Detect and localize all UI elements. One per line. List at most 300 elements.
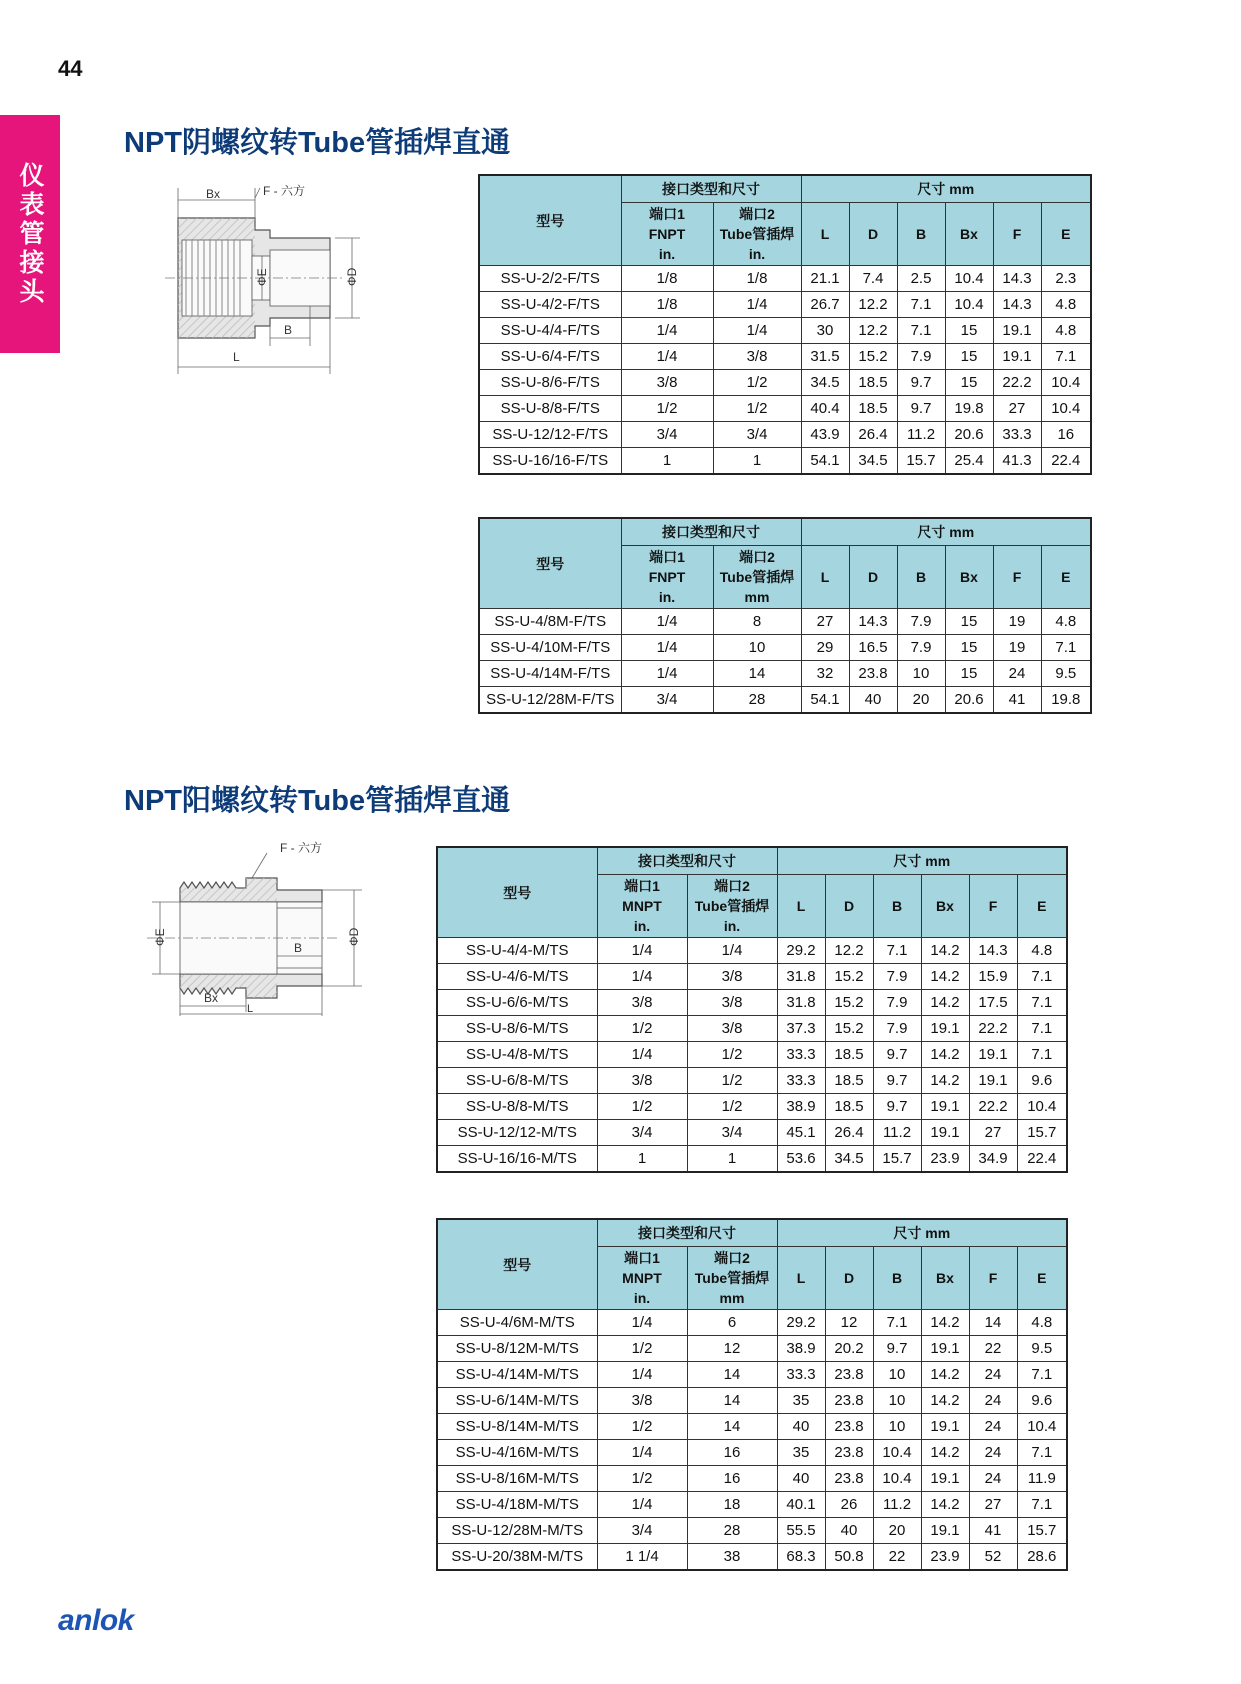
value-cell: 2.5 [897, 266, 945, 292]
header-dim-bx: Bx [945, 546, 993, 609]
value-cell: 10.4 [1041, 370, 1091, 396]
value-cell: 11.2 [873, 1120, 921, 1146]
value-cell: 33.3 [993, 422, 1041, 448]
value-cell: 4.8 [1041, 609, 1091, 635]
value-cell: 38 [687, 1544, 777, 1571]
table-row [437, 1544, 1067, 1571]
value-cell: 24 [969, 1388, 1017, 1414]
value-cell: 7.1 [873, 1310, 921, 1336]
value-cell: 40 [777, 1414, 825, 1440]
table-row [479, 292, 1091, 318]
value-cell: 14.2 [921, 1362, 969, 1388]
header-dim-f: F [969, 1247, 1017, 1310]
table-row [479, 422, 1091, 448]
header-port1: 端口1 FNPT in. [621, 546, 713, 609]
model-cell: SS-U-12/12-M/TS [437, 1120, 597, 1146]
table-row [437, 1492, 1067, 1518]
value-cell: 34.5 [801, 370, 849, 396]
value-cell: 9.7 [873, 1068, 921, 1094]
table-row [479, 266, 1091, 292]
value-cell: 15 [945, 370, 993, 396]
value-cell: 1/2 [597, 1094, 687, 1120]
value-cell: 23.8 [825, 1440, 873, 1466]
value-cell: 7.1 [1017, 1440, 1067, 1466]
value-cell: 18.5 [825, 1094, 873, 1120]
value-cell: 19.1 [921, 1016, 969, 1042]
value-cell: 23.9 [921, 1146, 969, 1173]
model-cell: SS-U-8/6-F/TS [479, 370, 621, 396]
model-cell: SS-U-4/14M-M/TS [437, 1362, 597, 1388]
table-row [479, 635, 1091, 661]
value-cell: 9.7 [873, 1094, 921, 1120]
value-cell: 14 [713, 661, 801, 687]
phi-e-label: ΦE [153, 928, 167, 946]
value-cell: 28.6 [1017, 1544, 1067, 1571]
value-cell: 40 [825, 1518, 873, 1544]
value-cell: 41 [969, 1518, 1017, 1544]
value-cell: 54.1 [801, 448, 849, 475]
value-cell: 15.2 [825, 964, 873, 990]
value-cell: 9.7 [873, 1336, 921, 1362]
value-cell: 14.2 [921, 1068, 969, 1094]
bx-label: Bx [204, 991, 219, 1005]
header-dim-bx: Bx [945, 203, 993, 266]
value-cell: 31.8 [777, 990, 825, 1016]
value-cell: 1/4 [687, 938, 777, 964]
value-cell: 22.2 [993, 370, 1041, 396]
value-cell: 10.4 [873, 1466, 921, 1492]
value-cell: 15 [945, 635, 993, 661]
value-cell: 3/4 [597, 1518, 687, 1544]
value-cell: 11.9 [1017, 1466, 1067, 1492]
table-row [437, 1042, 1067, 1068]
model-cell: SS-U-12/12-F/TS [479, 422, 621, 448]
side-tab-label: 仪表管接头 [16, 161, 44, 307]
value-cell: 10 [713, 635, 801, 661]
value-cell: 20.6 [945, 687, 993, 714]
value-cell: 1/2 [621, 396, 713, 422]
value-cell: 14 [687, 1414, 777, 1440]
value-cell: 19.1 [921, 1120, 969, 1146]
header-port2: 端口2 Tube管插焊 in. [687, 875, 777, 938]
header-dim-b: B [897, 203, 945, 266]
value-cell: 16.5 [849, 635, 897, 661]
value-cell: 55.5 [777, 1518, 825, 1544]
table-row [479, 687, 1091, 714]
value-cell: 1/4 [597, 938, 687, 964]
value-cell: 1/2 [713, 396, 801, 422]
header-dimension-group: 尺寸 mm [801, 518, 1091, 546]
model-cell: SS-U-6/4-F/TS [479, 344, 621, 370]
value-cell: 21.1 [801, 266, 849, 292]
value-cell: 1 [597, 1146, 687, 1173]
value-cell: 32 [801, 661, 849, 687]
value-cell: 15.2 [825, 990, 873, 1016]
brand-logo: anlok [58, 1604, 134, 1637]
value-cell: 33.3 [777, 1362, 825, 1388]
value-cell: 9.7 [873, 1042, 921, 1068]
value-cell: 1/4 [713, 292, 801, 318]
l-label: L [233, 350, 240, 364]
value-cell: 1/4 [621, 609, 713, 635]
value-cell: 6 [687, 1310, 777, 1336]
header-dim-l: L [801, 546, 849, 609]
l-label: L [247, 1003, 254, 1015]
value-cell: 15.9 [969, 964, 1017, 990]
value-cell: 7.9 [897, 635, 945, 661]
value-cell: 19.1 [921, 1518, 969, 1544]
value-cell: 7.1 [1041, 344, 1091, 370]
value-cell: 19.1 [921, 1336, 969, 1362]
value-cell: 7.9 [873, 990, 921, 1016]
table-row [479, 609, 1091, 635]
value-cell: 7.1 [1017, 1492, 1067, 1518]
value-cell: 22 [873, 1544, 921, 1571]
value-cell: 27 [993, 396, 1041, 422]
value-cell: 2.3 [1041, 266, 1091, 292]
value-cell: 23.8 [849, 661, 897, 687]
value-cell: 14.2 [921, 1042, 969, 1068]
value-cell: 33.3 [777, 1068, 825, 1094]
value-cell: 37.3 [777, 1016, 825, 1042]
value-cell: 1/2 [713, 370, 801, 396]
value-cell: 1/8 [713, 266, 801, 292]
value-cell: 20.6 [945, 422, 993, 448]
value-cell: 7.1 [1017, 1362, 1067, 1388]
value-cell: 16 [1041, 422, 1091, 448]
model-cell: SS-U-4/8M-F/TS [479, 609, 621, 635]
value-cell: 12.2 [849, 292, 897, 318]
value-cell: 14 [687, 1362, 777, 1388]
value-cell: 25.4 [945, 448, 993, 475]
value-cell: 16 [687, 1440, 777, 1466]
value-cell: 19.1 [921, 1094, 969, 1120]
value-cell: 14.2 [921, 1310, 969, 1336]
value-cell: 22.2 [969, 1016, 1017, 1042]
value-cell: 7.4 [849, 266, 897, 292]
value-cell: 10 [873, 1388, 921, 1414]
model-cell: SS-U-8/16M-M/TS [437, 1466, 597, 1492]
header-dim-bx: Bx [921, 1247, 969, 1310]
value-cell: 3/4 [621, 422, 713, 448]
value-cell: 7.9 [873, 1016, 921, 1042]
value-cell: 19.1 [969, 1068, 1017, 1094]
value-cell: 27 [969, 1492, 1017, 1518]
value-cell: 7.1 [873, 938, 921, 964]
header-dim-d: D [849, 203, 897, 266]
header-dim-d: D [849, 546, 897, 609]
value-cell: 4.8 [1041, 318, 1091, 344]
table-row [437, 1120, 1067, 1146]
model-cell: SS-U-16/16-M/TS [437, 1146, 597, 1173]
value-cell: 11.2 [873, 1492, 921, 1518]
value-cell: 14 [687, 1388, 777, 1414]
model-cell: SS-U-4/10M-F/TS [479, 635, 621, 661]
value-cell: 15.7 [873, 1146, 921, 1173]
female-fitting-diagram [160, 178, 400, 378]
table-row [437, 1440, 1067, 1466]
value-cell: 10.4 [1017, 1094, 1067, 1120]
value-cell: 3/8 [713, 344, 801, 370]
value-cell: 19.1 [993, 344, 1041, 370]
value-cell: 26.4 [825, 1120, 873, 1146]
value-cell: 15 [945, 318, 993, 344]
value-cell: 15 [945, 344, 993, 370]
header-dimension-group: 尺寸 mm [777, 1219, 1067, 1247]
value-cell: 14.3 [993, 266, 1041, 292]
b-label: B [294, 941, 303, 955]
value-cell: 1 [687, 1146, 777, 1173]
value-cell: 20.2 [825, 1336, 873, 1362]
value-cell: 40.4 [801, 396, 849, 422]
value-cell: 3/8 [687, 1016, 777, 1042]
value-cell: 3/8 [687, 964, 777, 990]
value-cell: 1/2 [597, 1466, 687, 1492]
value-cell: 14.2 [921, 1440, 969, 1466]
header-port-group: 接口类型和尺寸 [621, 518, 801, 546]
header-dim-l: L [801, 203, 849, 266]
header-dim-d: D [825, 1247, 873, 1310]
value-cell: 9.6 [1017, 1068, 1067, 1094]
model-cell: SS-U-8/14M-M/TS [437, 1414, 597, 1440]
model-cell: SS-U-4/4-M/TS [437, 938, 597, 964]
value-cell: 19.8 [1041, 687, 1091, 714]
value-cell: 3/8 [597, 1068, 687, 1094]
value-cell: 1/4 [597, 1310, 687, 1336]
header-dimension-group: 尺寸 mm [801, 175, 1091, 203]
value-cell: 14.2 [921, 1492, 969, 1518]
model-cell: SS-U-6/14M-M/TS [437, 1388, 597, 1414]
model-cell: SS-U-12/28M-M/TS [437, 1518, 597, 1544]
value-cell: 10.4 [945, 292, 993, 318]
phi-d-label: ΦD [347, 927, 361, 946]
value-cell: 4.8 [1017, 1310, 1067, 1336]
header-dim-f: F [993, 546, 1041, 609]
value-cell: 1/4 [713, 318, 801, 344]
table-row [479, 448, 1091, 475]
header-port2: 端口2 Tube管插焊 mm [713, 546, 801, 609]
value-cell: 33.3 [777, 1042, 825, 1068]
value-cell: 7.1 [1017, 990, 1067, 1016]
value-cell: 9.5 [1017, 1336, 1067, 1362]
value-cell: 19 [993, 635, 1041, 661]
header-dim-e: E [1017, 875, 1067, 938]
table-row [479, 661, 1091, 687]
value-cell: 1 [713, 448, 801, 475]
value-cell: 12.2 [849, 318, 897, 344]
value-cell: 24 [969, 1414, 1017, 1440]
header-dim-e: E [1041, 546, 1091, 609]
model-cell: SS-U-8/6-M/TS [437, 1016, 597, 1042]
value-cell: 22.2 [969, 1094, 1017, 1120]
value-cell: 20 [873, 1518, 921, 1544]
table-row [437, 1336, 1067, 1362]
value-cell: 29 [801, 635, 849, 661]
value-cell: 1/4 [597, 1492, 687, 1518]
table-row [437, 1518, 1067, 1544]
value-cell: 1/2 [597, 1016, 687, 1042]
value-cell: 20 [897, 687, 945, 714]
model-cell: SS-U-20/38M-M/TS [437, 1544, 597, 1571]
header-port-group: 接口类型和尺寸 [597, 1219, 777, 1247]
value-cell: 31.5 [801, 344, 849, 370]
value-cell: 68.3 [777, 1544, 825, 1571]
value-cell: 34.5 [849, 448, 897, 475]
value-cell: 40 [849, 687, 897, 714]
value-cell: 1/8 [621, 266, 713, 292]
model-cell: SS-U-4/4-F/TS [479, 318, 621, 344]
value-cell: 31.8 [777, 964, 825, 990]
model-cell: SS-U-8/8-F/TS [479, 396, 621, 422]
value-cell: 40 [777, 1466, 825, 1492]
value-cell: 15.7 [897, 448, 945, 475]
value-cell: 4.8 [1041, 292, 1091, 318]
value-cell: 7.1 [1041, 635, 1091, 661]
value-cell: 12 [687, 1336, 777, 1362]
model-cell: SS-U-6/6-M/TS [437, 990, 597, 1016]
value-cell: 19.1 [969, 1042, 1017, 1068]
value-cell: 18 [687, 1492, 777, 1518]
value-cell: 1 [621, 448, 713, 475]
value-cell: 28 [713, 687, 801, 714]
phi-d-label: ΦD [345, 267, 359, 286]
bx-label: Bx [206, 187, 221, 201]
f-label: F - 六方 [263, 184, 305, 198]
value-cell: 15 [945, 661, 993, 687]
value-cell: 53.6 [777, 1146, 825, 1173]
value-cell: 24 [993, 661, 1041, 687]
value-cell: 7.1 [897, 318, 945, 344]
value-cell: 10.4 [1041, 396, 1091, 422]
value-cell: 38.9 [777, 1336, 825, 1362]
value-cell: 28 [687, 1518, 777, 1544]
value-cell: 30 [801, 318, 849, 344]
table-row [437, 1362, 1067, 1388]
value-cell: 19 [993, 609, 1041, 635]
value-cell: 23.8 [825, 1362, 873, 1388]
value-cell: 3/8 [687, 990, 777, 1016]
b-label: B [284, 323, 293, 337]
header-port2: 端口2 Tube管插焊 in. [713, 203, 801, 266]
value-cell: 22.4 [1017, 1146, 1067, 1173]
table-row [479, 370, 1091, 396]
value-cell: 18.5 [849, 396, 897, 422]
value-cell: 24 [969, 1362, 1017, 1388]
table-row [437, 1414, 1067, 1440]
male-fitting-diagram [142, 838, 402, 1018]
header-dim-d: D [825, 875, 873, 938]
model-cell: SS-U-8/8-M/TS [437, 1094, 597, 1120]
header-dim-bx: Bx [921, 875, 969, 938]
value-cell: 4.8 [1017, 938, 1067, 964]
value-cell: 17.5 [969, 990, 1017, 1016]
value-cell: 7.1 [1017, 1016, 1067, 1042]
value-cell: 11.2 [897, 422, 945, 448]
value-cell: 1/4 [597, 964, 687, 990]
header-port-group: 接口类型和尺寸 [597, 847, 777, 875]
header-dim-e: E [1017, 1247, 1067, 1310]
value-cell: 7.1 [1017, 1042, 1067, 1068]
table-row [437, 1016, 1067, 1042]
spec-table-male-metric [436, 1218, 1068, 1571]
value-cell: 10 [873, 1362, 921, 1388]
model-cell: SS-U-4/8-M/TS [437, 1042, 597, 1068]
table-row [479, 396, 1091, 422]
value-cell: 14.2 [921, 964, 969, 990]
model-cell: SS-U-4/18M-M/TS [437, 1492, 597, 1518]
spec-table-female-metric [478, 517, 1092, 714]
model-cell: SS-U-16/16-F/TS [479, 448, 621, 475]
header-port2: 端口2 Tube管插焊 mm [687, 1247, 777, 1310]
value-cell: 3/4 [713, 422, 801, 448]
value-cell: 1/4 [597, 1362, 687, 1388]
value-cell: 26.4 [849, 422, 897, 448]
table-row [437, 1146, 1067, 1173]
value-cell: 19.1 [921, 1466, 969, 1492]
value-cell: 14.2 [921, 938, 969, 964]
value-cell: 10.4 [1017, 1414, 1067, 1440]
value-cell: 41 [993, 687, 1041, 714]
model-cell: SS-U-4/14M-F/TS [479, 661, 621, 687]
table-row [437, 1388, 1067, 1414]
spec-table-female-inch [478, 174, 1092, 475]
value-cell: 1/2 [687, 1094, 777, 1120]
value-cell: 12.2 [825, 938, 873, 964]
side-category-tab [0, 115, 60, 353]
value-cell: 35 [777, 1388, 825, 1414]
value-cell: 43.9 [801, 422, 849, 448]
value-cell: 23.8 [825, 1388, 873, 1414]
value-cell: 19.8 [945, 396, 993, 422]
header-dimension-group: 尺寸 mm [777, 847, 1067, 875]
value-cell: 1/2 [597, 1414, 687, 1440]
value-cell: 22 [969, 1336, 1017, 1362]
header-port-group: 接口类型和尺寸 [621, 175, 801, 203]
value-cell: 19.1 [921, 1414, 969, 1440]
spec-table-male-inch [436, 846, 1068, 1173]
table-row [437, 1466, 1067, 1492]
value-cell: 15 [945, 609, 993, 635]
value-cell: 15.2 [825, 1016, 873, 1042]
value-cell: 14.2 [921, 990, 969, 1016]
value-cell: 3/4 [687, 1120, 777, 1146]
value-cell: 9.5 [1041, 661, 1091, 687]
table-row [437, 1068, 1067, 1094]
model-cell: SS-U-4/6-M/TS [437, 964, 597, 990]
table-row [437, 1094, 1067, 1120]
header-dim-f: F [993, 203, 1041, 266]
value-cell: 1/4 [597, 1440, 687, 1466]
table-row [479, 318, 1091, 344]
value-cell: 38.9 [777, 1094, 825, 1120]
header-model: 型号 [479, 518, 621, 609]
header-dim-e: E [1041, 203, 1091, 266]
table-row [437, 1310, 1067, 1336]
value-cell: 50.8 [825, 1544, 873, 1571]
value-cell: 23.9 [921, 1544, 969, 1571]
model-cell: SS-U-12/28M-F/TS [479, 687, 621, 714]
value-cell: 24 [969, 1440, 1017, 1466]
value-cell: 12 [825, 1310, 873, 1336]
value-cell: 14.3 [849, 609, 897, 635]
table-row [437, 938, 1067, 964]
header-port1: 端口1 FNPT in. [621, 203, 713, 266]
value-cell: 18.5 [849, 370, 897, 396]
value-cell: 35 [777, 1440, 825, 1466]
table-row [437, 990, 1067, 1016]
table-row [479, 344, 1091, 370]
value-cell: 45.1 [777, 1120, 825, 1146]
